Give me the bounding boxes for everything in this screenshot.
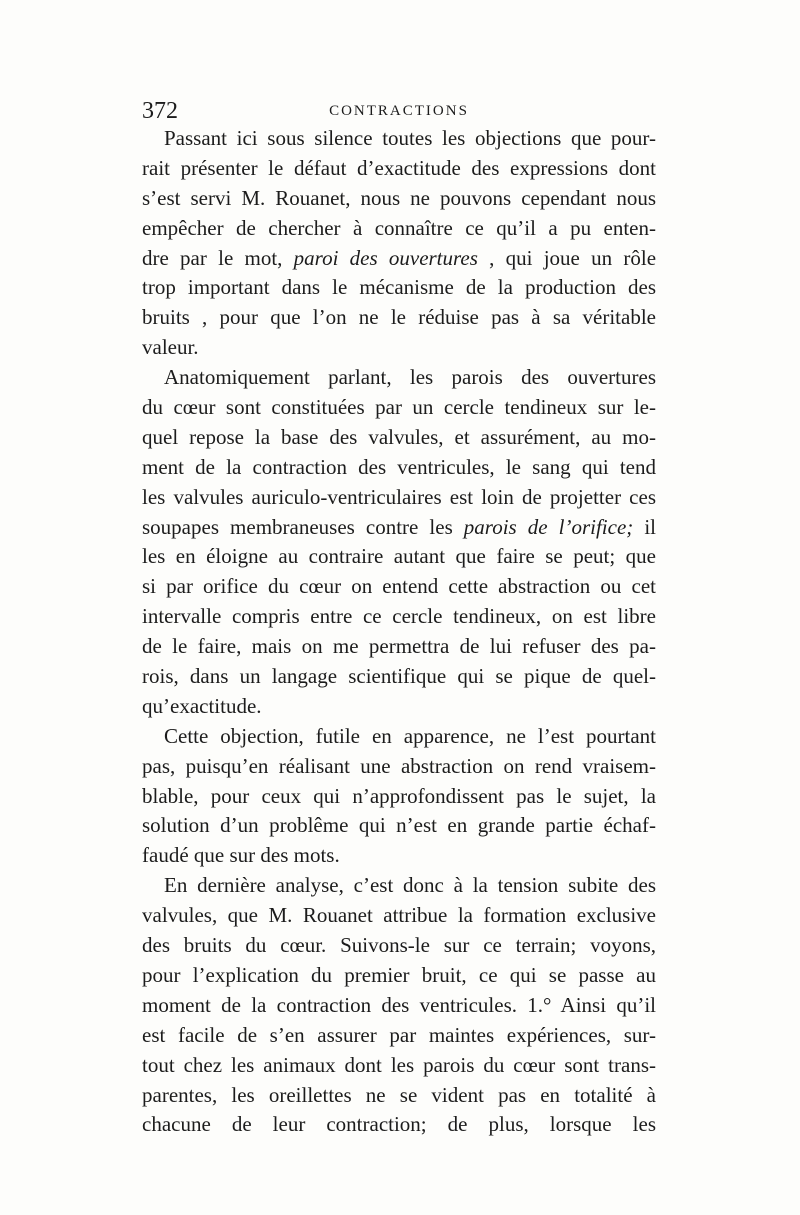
text-line: valeur. (142, 335, 199, 360)
text-line: qu’exactitude. (142, 693, 262, 718)
italic-phrase: paroi des ouvertures (293, 245, 478, 270)
text-line: solution d’un problême qui n’est en grande partie échaf- (142, 813, 656, 838)
text-line: empêcher de chercher à connaître ce qu’il a pu enten- (142, 215, 656, 240)
text-segment: dre par le mot, (142, 245, 294, 270)
page-header (142, 96, 656, 126)
text-line: les valvules auriculo-ventriculaires est loin de projetter ces (142, 484, 656, 509)
text-line: bruits , pour que l’on ne le réduise pas à sa véritable (142, 305, 656, 330)
text-line: trop important dans le mécanisme de la production des (142, 275, 656, 300)
text-line: les en éloigne au contraire autant que faire se peut; que (142, 544, 656, 569)
text-line: chacune de leur contraction; de plus, lorsque les (142, 1112, 656, 1137)
body-text (142, 124, 656, 1140)
text-segment: il (633, 514, 657, 539)
text-line: valvules, que M. Rouanet attribue la formation exclusive (142, 903, 656, 928)
text-segment: soupapes membraneuses contre les (142, 514, 464, 539)
text-line: parentes, les oreillettes ne se vident pas en totalité à (142, 1082, 656, 1107)
text-line: des bruits du cœur. Suivons-le sur ce terrain; voyons, (142, 933, 656, 958)
italic-phrase: parois de l’orifice; (463, 514, 634, 539)
text-line: En dernière analyse, c’est donc à la tension subite des (164, 873, 656, 898)
text-line: de le faire, mais on me permettra de lui refuser des pa- (142, 634, 656, 659)
text-line: rois, dans un langage scientifique qui se pique de quel- (142, 664, 656, 689)
text-segment: , qui joue un rôle (477, 245, 657, 270)
running-head: CONTRACTIONS (329, 103, 469, 119)
paragraph-2 (142, 363, 656, 722)
page-number: 372 (142, 98, 178, 124)
text-line: ment de la contraction des ventricules, le sang qui tend (142, 454, 656, 479)
text-line: Cette objection, futile en apparence, ne l’est pourtant (164, 723, 656, 748)
text-line: quel repose la base des valvules, et assurément, au mo- (142, 424, 656, 449)
text-line: intervalle compris entre ce cercle tendineux, on est libre (142, 604, 656, 629)
paragraph-4 (142, 871, 656, 1140)
text-line: tout chez les animaux dont les parois du cœur sont trans- (142, 1052, 656, 1077)
text-line: Passant ici sous silence toutes les objections que pour- (164, 126, 656, 150)
text-line: moment de la contraction des ventricules. 1.° Ainsi qu’il (142, 992, 656, 1017)
text-line: faudé que sur des mots. (142, 843, 340, 868)
text-line (142, 244, 656, 274)
paragraph-1 (142, 124, 656, 363)
text-line: est facile de s’en assurer par maintes expériences, sur- (142, 1022, 656, 1047)
text-line: Anatomiquement parlant, les parois des ouvertures (164, 365, 656, 390)
text-line: pas, puisqu’en réalisant une abstraction on rend vraisem- (142, 753, 656, 778)
paragraph-3 (142, 722, 656, 871)
text-line: pour l’explication du premier bruit, ce qui se passe au (142, 962, 656, 987)
text-line: si par orifice du cœur on entend cette abstraction ou cet (142, 574, 656, 599)
text-line: s’est servi M. Rouanet, nous ne pouvons cependant nous (142, 185, 656, 210)
text-line (142, 513, 656, 543)
text-line: rait présenter le défaut d’exactitude des expressions dont (142, 155, 656, 180)
text-line: blable, pour ceux qui n’approfondissent pas le sujet, la (142, 783, 656, 808)
text-line: du cœur sont constituées par un cercle tendineux sur le- (142, 395, 656, 420)
